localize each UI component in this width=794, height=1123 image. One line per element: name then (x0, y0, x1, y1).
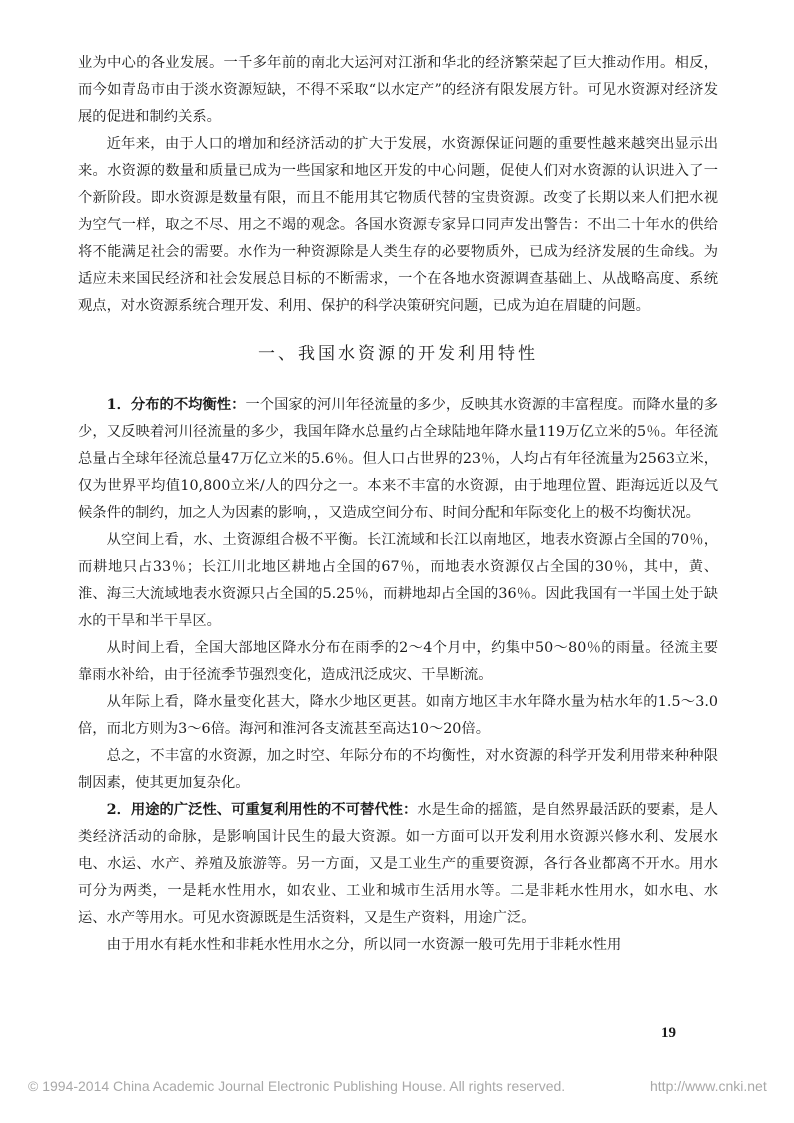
item-2-title: 2．用途的广泛性、可重复利用性的不可替代性： (106, 802, 418, 818)
item-2-paragraph (78, 797, 718, 932)
copyright-text: © 1994-2014 China Academic Journal Electronic Publishing House. All rights reserved. (28, 1078, 566, 1094)
footer-url[interactable]: http://www.cnki.net (650, 1078, 767, 1094)
page-body (78, 50, 718, 959)
body-paragraph: 从时间上看，全国大部地区降水分布在雨季的2～4个月中，约集中50～80％的雨量。径流主要靠雨水补给，由于径流季节强烈变化，造成汛泛成灾、干旱断流。 (78, 640, 718, 683)
body-paragraph: 从年际上看，降水量变化甚大，降水少地区更甚。如南方地区丰水年降水量为枯水年的1.5～3.0倍，而北方则为3～6倍。海河和淮河各支流甚至高达10～20倍。 (78, 694, 718, 737)
page-number: 19 (661, 1025, 676, 1041)
body-paragraph: 由于用水有耗水性和非耗水性用水之分，所以同一水资源一般可先用于非耗水性用 (106, 937, 622, 953)
copyright-footer (28, 1078, 768, 1094)
section-heading: 一、我国水资源的开发利用特性 (258, 344, 538, 364)
body-paragraph: 业为中心的各业发展。一千多年前的南北大运河对江浙和华北的经济繁荣起了巨大推动作用。相反，而今如青岛市由于淡水资源短缺，不得不采取“以水定产”的经济有限发展方针。可见水资源对经济发展的促进和制约关系。 (78, 55, 718, 125)
item-1-text: 一个国家的河川年径流量的多少，反映其水资源的丰富程度。而降水量的多少，又反映着河川径流量的多少，我国年降水总量约占全球陆地年降水量119万亿立米的5％。年径流总量占全球年径流总量47万亿立米的5.6％。但人口占世界的23％，人均占有年径流量为2563立米，仅为世界平均值10,800立米/人的四分之一。本来不丰富的水资源，由于地理位置、距海远近以及气候条件的制约，加之人为因素的影响，，又造成空间分布、时间分配和年际变化上的极不均衡状况。 (78, 397, 718, 521)
item-1-paragraph (78, 392, 718, 527)
body-paragraph: 从空间上看，水、土资源组合极不平衡。长江流域和长江以南地区，地表水资源占全国的70％，而耕地只占33％；长江川北地区耕地占全国的67％，而地表水资源仅占全国的30％，其中，黄、淮、海三大流域地表水资源只占全国的5.25％，而耕地却占全国的36％。因此我国有一半国土处于缺水的干旱和半干旱区。 (78, 532, 718, 629)
item-2-text: 水是生命的摇篮，是自然界最活跃的要素，是人类经济活动的命脉，是影响国计民生的最大资源。如一方面可以开发利用水资源兴修水利、发展水电、水运、水产、养殖及旅游等。另一方面，又是工业生产的重要资源，各行各业都离不开水。用水可分为两类，一是耗水性用水，如农业、工业和城市生活用水等。二是非耗水性用水，如水电、水运、水产等用水。可见水资源既是生活资料，又是生产资料，用途广泛。 (78, 802, 718, 926)
item-1-title: 1．分布的不均衡性： (106, 397, 246, 413)
body-paragraph: 总之，不丰富的水资源，加之时空、年际分布的不均衡性，对水资源的科学开发利用带来种种限制因素，使其更加复杂化。 (78, 748, 718, 791)
body-paragraph: 近年来，由于人口的增加和经济活动的扩大于发展，水资源保证问题的重要性越来越突出显示出来。水资源的数量和质量已成为一些国家和地区开发的中心问题，促使人们对水资源的认识进入了一个新阶段。即水资源是数量有限，而且不能用其它物质代替的宝贵资源。改变了长期以来人们把水视为空气一样，取之不尽、用之不竭的观念。各国水资源专家异口同声发出警告：不出二十年水的供给将不能满足社会的需要。水作为一种资源除是人类生存的必要物质外，已成为经济发展的生命线。为适应未来国民经济和社会发展总目标的不断需求，一个在各地水资源调查基础上、从战略高度、系统观点，对水资源系统合理开发、利用、保护的科学决策研究问题，已成为迫在眉睫的问题。 (78, 136, 718, 314)
